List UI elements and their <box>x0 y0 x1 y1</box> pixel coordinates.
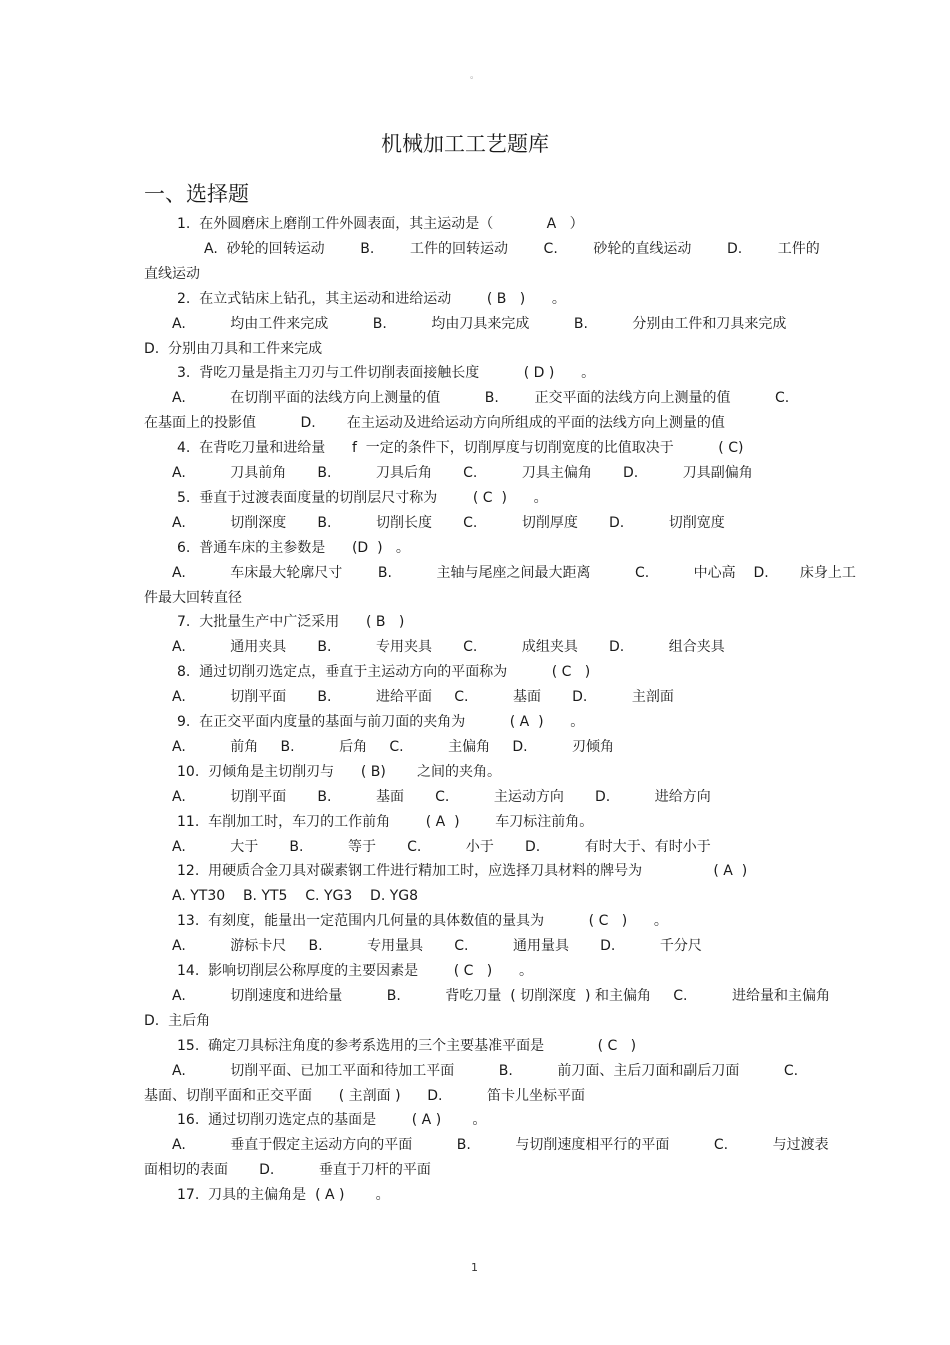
text-line: 14. 影响切削层公称厚度的主要因素是 ( C ) 。 <box>177 963 533 979</box>
section-heading: 一、选择题 <box>144 182 249 206</box>
text-line: 直线运动 <box>144 265 200 282</box>
text-line: 2. 在立式钻床上钻孔，其主运动和进给运动 ( B ) 。 <box>177 290 566 307</box>
text-line: 4. 在背吃刀量和进给量 f 一定的条件下，切削厚度与切削宽度的比值取决于 ( C) <box>177 440 744 457</box>
text-line: A. YT30 B. YT5 C. YG3 D. YG8 <box>172 888 419 905</box>
text-line: A. 前角 B. 后角 C. 主偏角 D. 刃倾角 <box>172 738 615 755</box>
text-line: A. 游标卡尺 B. 专用量具 C. 通用量具 D. 千分尺 <box>172 938 702 955</box>
text-line: A. 切削平面 B. 进给平面 C. 基面 D. 主剖面 <box>172 689 674 706</box>
text-line: 3. 背吃刀量是指主刀刃与工件切削表面接触长度 ( D ) 。 <box>177 365 596 382</box>
text-line: 1. 在外圆磨床上磨削工件外圆表面，其主运动是（ A ） <box>177 216 584 232</box>
text-line: 16. 通过切削刃选定点的基面是 ( A ) 。 <box>177 1112 487 1129</box>
text-line: 基面、切削平面和正交平面 ( 主剖面 ) D. 笛卡儿坐标平面 <box>144 1087 585 1104</box>
text-line: 17. 刀具的主偏角是 ( A ) 。 <box>177 1187 390 1204</box>
text-line: 15. 确定刀具标注角度的参考系选用的三个主要基准平面是 ( C ) <box>177 1037 637 1054</box>
text-line: 12. 用硬质合金刀具对碳素钢工件进行精加工时，应选择刀具材料的牌号为 ( A ) <box>177 863 748 880</box>
text-line: 6. 普通车床的主参数是 (D ) 。 <box>177 539 410 556</box>
text-line: 7. 大批量生产中广泛采用 ( B ) <box>177 614 405 631</box>
text-line: A. 通用夹具 B. 专用夹具 C. 成组夹具 D. 组合夹具 <box>172 639 725 656</box>
text-line: 11. 车削加工时，车刀的工作前角 ( A ) 车刀标注前角。 <box>177 813 594 830</box>
text-line: A. 均由工件来完成 B. 均由刀具来完成 B. 分别由工件和刀具来完成 <box>172 315 787 332</box>
text-line: A. 垂直于假定主运动方向的平面 B. 与切削速度相平行的平面 C. 与过渡表 <box>172 1137 829 1154</box>
text-line: A. 切削深度 B. 切削长度 C. 切削厚度 D. 切削宽度 <box>172 514 725 531</box>
text-line: 8. 通过切削刃选定点，垂直于主运动方向的平面称为 ( C ) <box>177 664 591 681</box>
text-line: D. 分别由刀具和工件来完成 <box>144 340 323 357</box>
text-line: A. 切削平面 B. 基面 C. 主运动方向 D. 进给方向 <box>172 788 711 805</box>
text-line: 5. 垂直于过渡表面度量的切削层尺寸称为 ( C ) 。 <box>177 489 548 506</box>
text-line: A. 在切削平面的法线方向上测量的值 B. 正交平面的法线方向上测量的值 C. <box>172 390 790 407</box>
text-line: A. 大于 B. 等于 C. 小于 D. 有时大于、有时小于 <box>172 838 711 855</box>
text-line: A. 车床最大轮廓尺寸 B. 主轴与尾座之间最大距离 C. 中心高 D. 床身上工 <box>172 564 856 581</box>
text-line: 10. 刃倾角是主切削刃与 ( B) 之间的夹角。 <box>177 763 501 780</box>
text-line: A. 砂轮的回转运动 B. 工件的回转运动 C. 砂轮的直线运动 D. 工件的 <box>204 240 820 257</box>
text-line: 件最大回转直径 <box>144 589 242 606</box>
text-line: 13. 有刻度，能量出一定范围内几何量的具体数值的量具为 ( C ) 。 <box>177 913 668 930</box>
text-line: 在基面上的投影值 D. 在主运动及进给运动方向所组成的平面的法线方向上测量的值 <box>144 415 725 432</box>
text-line: D. 主后角 <box>144 1012 211 1029</box>
text-line: A. 切削平面、已加工平面和待加工平面 B. 前刀面、主后刀面和副后刀面 C. <box>172 1062 799 1079</box>
text-line: A. 切削速度和进给量 B. 背吃刀量 ( 切削深度 ) 和主偏角 C. 进给量和主偏角 <box>172 987 830 1004</box>
text-line: 面相切的表面 D. 垂直于刀杆的平面 <box>144 1162 431 1179</box>
text-line: 9. 在正交平面内度量的基面与前刀面的夹角为 ( A ) 。 <box>177 714 585 730</box>
header-mark: 。 <box>470 71 480 81</box>
text-line: A. 刀具前角 B. 刀具后角 C. 刀具主偏角 D. 刀具副偏角 <box>172 465 753 481</box>
page-number: 1 <box>471 1261 478 1274</box>
document-title: 机械加工工艺题库 <box>381 132 549 156</box>
